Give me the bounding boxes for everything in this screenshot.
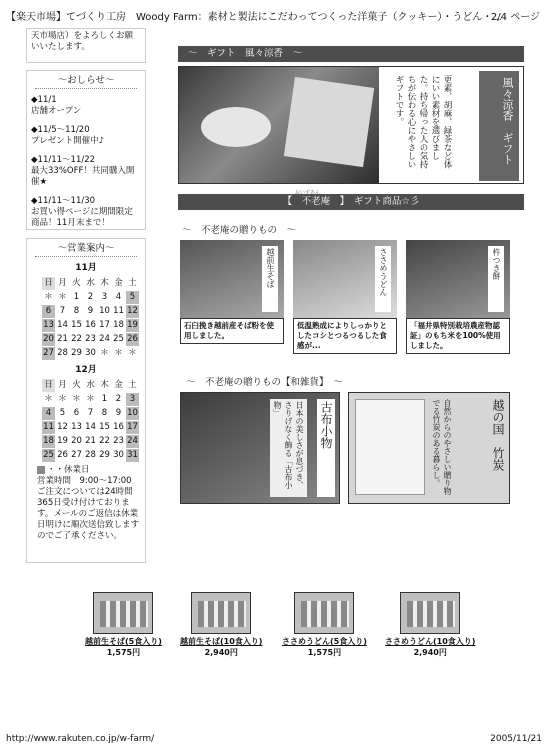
page-title: 【楽天市場】てづくり工房 Woody Farm：素材と製法にこだわってつくった洋菓子（クッキー）・うどん・... [6,12,502,23]
notice-text[interactable]: お買い得ページに期間限定商品！11月末まで！ [31,207,133,228]
takesumi-box-image [355,399,425,495]
calendar-day: 3 [126,393,139,406]
weekday-header: 土 [128,380,137,390]
calendar-day: 7 [59,306,66,316]
takesumi-card[interactable] [348,392,510,504]
weekday-header: 日 [42,277,55,290]
notice-date: ◆11/11～11/30 [31,196,96,206]
calendar-day: 13 [71,422,82,432]
product-thumbnail[interactable] [191,592,251,634]
sidebar-intro [26,28,146,63]
product-item[interactable] [85,592,162,658]
calendar-day: 14 [85,422,96,432]
calendar-dec [41,378,140,463]
weekday-header: 火 [72,380,81,390]
notice-box [26,70,146,230]
weekday-header: 木 [100,278,109,288]
footer-date: 2005/11/21 [490,734,542,744]
calendar-day: 18 [113,320,124,330]
udon-label: ささめうどん [375,246,391,312]
notice-title: ～おしらせ～ [35,75,137,89]
calendar-day: 18 [43,436,54,446]
product-thumbnail[interactable] [294,592,354,634]
calendar-day: 6 [73,408,80,418]
calendar-day: 25 [113,334,124,344]
brand-bar [178,194,524,210]
calendar-month-nov: 11月 [75,263,97,273]
calendar-month-dec: 12月 [75,365,97,375]
calendar-day: 3 [101,292,108,302]
product-thumbnail[interactable] [400,592,460,634]
notice-item[interactable] [31,155,141,188]
calendar-day: 6 [42,305,55,318]
calendar-day: ＊ [114,348,123,358]
gift-poem: 更素、胡麻、緑茶など体にいい素材を選びました。持ち帰った人の気持ちが伝わる心にやさしいギフトです。 [394,75,452,169]
kofu-description: 日本の美しさが息づき、さりげなく飾る「古布小物」 [270,399,307,497]
gift-bar: ～ ギフト 風々涼香 ～ [178,46,524,62]
brand-bar-text: 【 不老庵 】 ギフト商品☆彡 [282,196,420,207]
calendar-day: ＊ [72,394,81,404]
calendar-day: 13 [43,320,54,330]
calendar-day: 20 [43,334,54,344]
notice-date: ◆11/5～11/20 [31,125,90,135]
calendar-day: 30 [113,450,124,460]
udon-card[interactable] [293,240,397,350]
weekday-header: 月 [58,380,67,390]
business-hours: 営業時間 9:00～17:00 [37,476,132,486]
weekday-header: 火 [72,278,81,288]
weekday-header: 土 [128,278,137,288]
notice-text[interactable]: 最大33%OFF！共同購入開催★ [31,166,135,187]
product-name-link[interactable]: 越前生そば(5食入り) [85,637,162,646]
calendar-day: 23 [113,436,124,446]
kofu-card[interactable] [180,392,340,504]
weekday-header: 月 [58,278,67,288]
holiday-label: ・・休業日 [47,465,90,475]
product-item[interactable] [282,592,367,658]
notice-item[interactable] [31,196,141,229]
calendar-day: 10 [99,306,110,316]
calendar-day: 29 [99,450,110,460]
calendar-day: 27 [43,348,54,358]
product-price: 1,575円 [106,648,141,657]
weekday-header: 金 [114,380,123,390]
soba-label: 越前生そば [262,246,278,312]
soba-photo [180,240,284,318]
calendar-day: 24 [99,334,110,344]
calendar-day: 24 [127,436,138,446]
calendar-day: 21 [57,334,68,344]
weekday-header: 金 [114,278,123,288]
calendar-day: 5 [126,291,139,304]
notice-date: ◆11/1 [31,95,57,105]
calendar-nov [41,276,140,361]
calendar-day: 27 [71,450,82,460]
calendar-day: 26 [127,334,138,344]
intro-text: 天市場店）をよろしくお願いいたします。 [31,31,134,52]
business-box [26,238,146,563]
calendar-day: 31 [127,450,138,460]
section1-heading: ～ 不老庵の贈りもの ～ [182,225,297,236]
calendar-day: 21 [85,436,96,446]
product-price: 1,575円 [307,648,342,657]
calendar-day: 1 [73,292,80,302]
product-price: 2,940円 [413,648,447,657]
calendar-day: 16 [85,320,96,330]
calendar-day: 15 [99,422,110,432]
section2-heading: ～ 不老庵の贈りもの【和雑貨】 ～ [186,377,343,388]
page-header [6,8,544,23]
calendar-day: 14 [57,320,68,330]
product-name-link[interactable]: ささめうどん(10食入り) [385,637,476,646]
weekday-header: 日 [42,379,55,392]
calendar-day: 4 [115,292,122,302]
calendar-day: 7 [87,408,94,418]
calendar-day: ＊ [128,348,137,358]
holiday-swatch [37,466,45,474]
calendar-day: 9 [115,408,122,418]
product-name-link[interactable]: 越前生そば(10食入り) [180,637,263,646]
notice-text[interactable]: 店舗オープン [31,106,82,116]
calendar-day: 10 [127,408,138,418]
calendar-day: 28 [85,450,96,460]
calendar-day: 12 [57,422,68,432]
mochi-caption: 「福井県特別栽培農産物認証」のもち米を100%使用しました。 [406,318,510,354]
calendar-day: 16 [113,422,124,432]
calendar-day: 2 [87,292,94,302]
soba-caption: 石臼挽き越前産そば粉を使用しました。 [180,318,284,344]
calendar-day: 4 [42,407,55,420]
notice-text[interactable]: プレゼント開催中♪ [31,136,105,146]
weekday-header: 木 [100,380,109,390]
footer-url: http://www.rakuten.co.jp/w-farm/ [6,734,155,744]
calendar-day: 11 [43,422,54,432]
calendar-day: 2 [115,394,122,404]
calendar-day: 9 [87,306,94,316]
page-number: 2/4 ページ [490,12,540,23]
soba-card[interactable] [180,240,284,346]
calendar-day: 12 [127,306,138,316]
calendar-day: 17 [99,320,110,330]
gift-banner[interactable] [178,66,524,184]
brand-ruby: おいずあん [295,190,321,196]
holiday-legend [37,465,141,476]
plate-image [201,107,271,147]
calendar-day: 8 [101,408,108,418]
business-title: ～営業案内～ [35,243,137,257]
takesumi-label: 越の国 竹炭 [491,399,505,471]
notice-item[interactable] [31,125,141,147]
kofu-label: 古布小物 [317,399,335,497]
calendar-day: 19 [57,436,68,446]
product-name-link[interactable]: ささめうどん(5食入り) [282,637,367,646]
weekday-header: 水 [86,278,95,288]
mochi-label: 杵つき餅 [488,246,504,312]
notice-date: ◆11/11～11/22 [31,155,96,165]
notice-item[interactable] [31,95,141,117]
business-note: ご注文については24時間365日受け付けております。メールのご返信は休業日明けに順次送信致しますのでご了承ください。 [37,487,140,541]
calendar-day: 30 [85,348,96,358]
calendar-day: 23 [85,334,96,344]
mochi-card[interactable] [406,240,510,350]
product-item[interactable] [385,592,475,658]
product-price: 2,940円 [204,648,238,657]
calendar-day: 5 [59,408,66,418]
calendar-day: ＊ [86,394,95,404]
calendar-day: 28 [57,348,68,358]
takesumi-description: 自然からのやさしい贈り物でる竹炭のある暮らし。 [432,399,452,495]
calendar-day: 19 [127,320,138,330]
calendar-day: ＊ [44,292,53,302]
calendar-day: ＊ [44,394,53,404]
calendar-day: 11 [113,306,124,316]
udon-caption: 低温熟成によりしっかりとしたコシとつるつるした食感が... [293,318,397,354]
calendar-day: 20 [71,436,82,446]
product-thumbnail[interactable] [93,592,153,634]
calendar-day: 25 [43,450,54,460]
calendar-day: 8 [73,306,80,316]
calendar-day: 17 [127,422,138,432]
calendar-day: 26 [57,450,68,460]
udon-photo [293,240,397,318]
gift-label: 風々涼香 ギフト [479,71,519,181]
mochi-photo [406,240,510,318]
calendar-day: 15 [71,320,82,330]
calendar-day: 29 [71,348,82,358]
gift-photo [179,67,379,183]
calendar-day: 1 [101,394,108,404]
calendar-day: 22 [71,334,82,344]
calendar-day: ＊ [100,348,109,358]
wrap-cloth-image [284,77,374,167]
calendar-day: ＊ [58,394,67,404]
calendar-day: ＊ [58,292,67,302]
product-item[interactable] [180,592,262,658]
calendar-day: 22 [99,436,110,446]
weekday-header: 水 [86,380,95,390]
